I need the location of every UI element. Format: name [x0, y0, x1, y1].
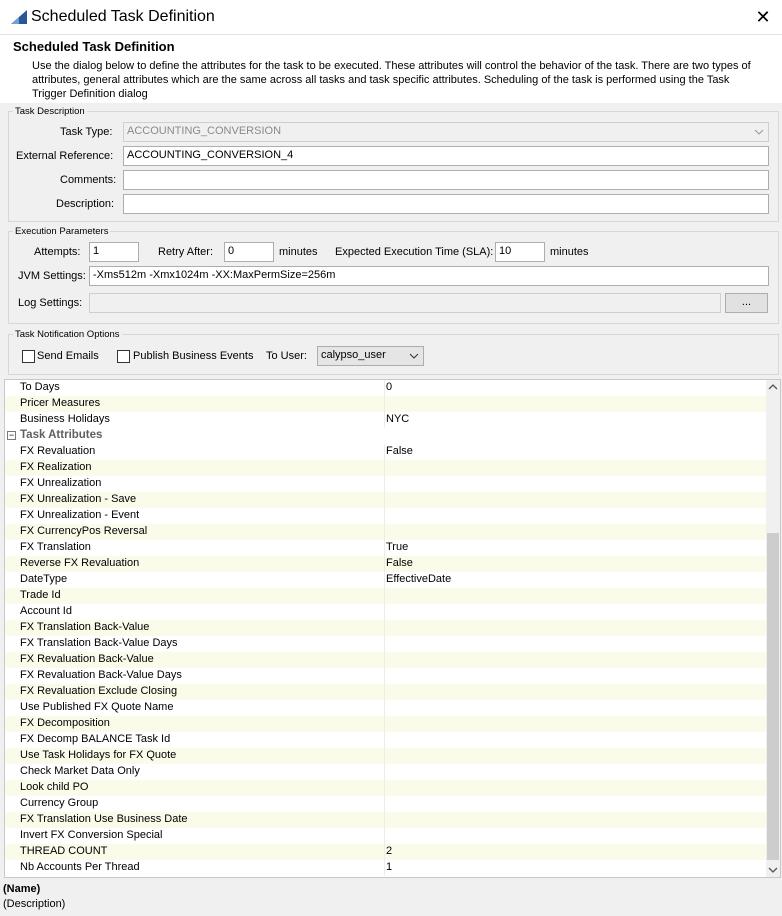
retry-after-input[interactable]: 0 — [224, 242, 274, 262]
property-row[interactable] — [5, 828, 767, 844]
column-divider — [384, 716, 385, 732]
column-divider — [384, 828, 385, 844]
retry-after-label: Retry After: — [158, 246, 214, 258]
description-input[interactable] — [123, 194, 769, 214]
property-name-cell: FX Revaluation Back-Value Days — [20, 669, 182, 681]
property-row[interactable] — [5, 764, 767, 780]
property-row[interactable] — [5, 444, 767, 460]
log-settings-input[interactable] — [89, 293, 721, 313]
column-divider — [384, 588, 385, 604]
column-divider — [384, 732, 385, 748]
property-name-cell: FX Translation Use Business Date — [20, 813, 188, 825]
execution-parameters-legend: Execution Parameters — [15, 226, 109, 237]
property-row[interactable] — [5, 620, 767, 636]
attempts-label: Attempts: — [34, 246, 81, 258]
column-divider — [384, 412, 385, 428]
jvm-settings-label: JVM Settings: — [18, 270, 86, 282]
column-divider — [384, 524, 385, 540]
external-reference-input[interactable]: ACCOUNTING_CONVERSION_4 — [123, 146, 769, 166]
property-row[interactable] — [5, 460, 767, 476]
column-divider — [384, 860, 385, 876]
property-name-cell: Pricer Measures — [20, 397, 101, 409]
property-row[interactable] — [5, 700, 767, 716]
task-notification-legend: Task Notification Options — [15, 329, 120, 340]
property-name-cell: Reverse FX Revaluation — [20, 557, 140, 569]
property-row[interactable] — [5, 556, 767, 572]
collapse-icon[interactable]: − — [8, 430, 15, 440]
property-name-cell: FX Revaluation — [20, 445, 96, 457]
property-name-cell: FX Decomp BALANCE Task Id — [20, 733, 171, 745]
scroll-down-icon[interactable] — [768, 865, 778, 875]
property-row[interactable] — [5, 492, 767, 508]
property-name-cell: FX Translation Back-Value Days — [20, 637, 178, 649]
send-emails-label: Send Emails — [37, 350, 99, 362]
property-row[interactable] — [5, 476, 767, 492]
column-divider — [384, 684, 385, 700]
column-divider — [384, 748, 385, 764]
column-divider — [384, 556, 385, 572]
property-value-cell[interactable]: True — [386, 541, 409, 553]
property-name-cell: THREAD COUNT — [20, 845, 108, 857]
property-row[interactable] — [5, 716, 767, 732]
property-name-cell: FX Unrealization - Save — [20, 493, 137, 505]
column-divider — [384, 780, 385, 796]
column-divider — [384, 508, 385, 524]
sla-unit: minutes — [550, 246, 589, 258]
property-row[interactable] — [5, 380, 767, 396]
column-divider — [384, 844, 385, 860]
chevron-down-icon — [409, 351, 419, 361]
property-name-cell: Account Id — [20, 605, 72, 617]
publish-business-events-label: Publish Business Events — [133, 350, 254, 362]
window-title-bar — [0, 0, 782, 35]
log-settings-label: Log Settings: — [18, 297, 83, 309]
property-row[interactable] — [5, 668, 767, 684]
sla-input[interactable]: 10 — [495, 242, 545, 262]
property-name-cell: Check Market Data Only — [20, 765, 140, 777]
property-row[interactable] — [5, 524, 767, 540]
task-type-value: ACCOUNTING_CONVERSION — [127, 125, 282, 137]
dialog-description: Use the dialog below to define the attributes for the task to be executed. These attributes will control the behavior of the task. There are two types of attributes, general attributes which are the same across all tasks and task specific attributes. Scheduling of the task is performed using the Task Trigger Definition dialog — [32, 60, 751, 100]
property-name-cell: To Days — [20, 381, 60, 393]
comments-label: Comments: — [60, 174, 117, 186]
column-divider — [384, 636, 385, 652]
task-attributes-property-grid[interactable] — [4, 379, 781, 878]
property-name-cell: FX Translation Back-Value — [20, 621, 150, 633]
property-name-cell: Look child PO — [20, 781, 89, 793]
column-divider — [384, 700, 385, 716]
property-row[interactable] — [5, 540, 767, 556]
property-name-cell: Invert FX Conversion Special — [20, 829, 163, 841]
property-category-row[interactable] — [5, 428, 767, 444]
property-row[interactable] — [5, 604, 767, 620]
property-value-cell[interactable]: EffectiveDate — [386, 573, 452, 585]
property-name-cell: FX Translation — [20, 541, 91, 553]
dialog-heading: Scheduled Task Definition — [13, 39, 175, 54]
publish-business-events-checkbox[interactable] — [117, 350, 130, 363]
column-divider — [384, 540, 385, 556]
column-divider — [384, 652, 385, 668]
scrollbar-thumb[interactable] — [767, 533, 779, 860]
description-label: Description: — [56, 198, 115, 210]
property-row[interactable] — [5, 508, 767, 524]
property-grid-scrollbar[interactable] — [766, 380, 780, 877]
task-type-select[interactable] — [123, 122, 769, 142]
property-value-cell[interactable]: False — [386, 557, 413, 569]
property-row[interactable] — [5, 636, 767, 652]
column-divider — [384, 396, 385, 412]
property-row[interactable] — [5, 780, 767, 796]
property-name-cell: Use Task Holidays for FX Quote — [20, 749, 177, 761]
retry-after-unit: minutes — [279, 246, 318, 258]
column-divider — [384, 476, 385, 492]
property-row[interactable] — [5, 572, 767, 588]
external-reference-label: External Reference: — [16, 150, 114, 162]
property-name-cell: Task Attributes — [20, 429, 103, 441]
property-row[interactable] — [5, 860, 767, 876]
column-divider — [384, 812, 385, 828]
close-icon[interactable]: ✕ — [755, 7, 771, 27]
column-divider — [384, 604, 385, 620]
property-name-cell: Business Holidays — [20, 413, 110, 425]
property-name: (Name) — [3, 883, 41, 895]
sla-label: Expected Execution Time (SLA): — [335, 246, 494, 258]
property-name-cell: FX Revaluation Back-Value — [20, 653, 154, 665]
property-name-cell: FX Unrealization — [20, 477, 102, 489]
column-divider — [384, 460, 385, 476]
property-value-cell[interactable]: False — [386, 445, 413, 457]
property-name-cell: FX Revaluation Exclude Closing — [20, 685, 178, 697]
property-row[interactable] — [5, 748, 767, 764]
property-row[interactable] — [5, 684, 767, 700]
to-user-label: To User: — [266, 350, 307, 362]
property-row[interactable] — [5, 812, 767, 828]
property-value-cell[interactable]: 0 — [386, 381, 393, 393]
column-divider — [384, 492, 385, 508]
property-row[interactable] — [5, 412, 767, 428]
property-description: (Description) — [3, 898, 66, 910]
property-description-panel — [0, 880, 782, 916]
property-name-cell: DateType — [20, 573, 68, 585]
property-value-cell[interactable]: NYC — [386, 413, 410, 425]
property-name-cell: FX Decomposition — [20, 717, 110, 729]
column-divider — [384, 796, 385, 812]
send-emails-checkbox[interactable] — [22, 350, 35, 363]
attempts-input[interactable]: 1 — [89, 242, 139, 262]
property-name-cell: Currency Group — [20, 797, 99, 809]
column-divider — [384, 572, 385, 588]
window-title: Scheduled Task Definition — [31, 8, 215, 25]
task-description-legend: Task Description — [15, 106, 85, 117]
property-name-cell: Use Published FX Quote Name — [20, 701, 174, 713]
scroll-up-icon[interactable] — [768, 382, 778, 392]
property-value-cell[interactable]: 1 — [386, 861, 393, 873]
app-logo-icon — [10, 9, 28, 25]
property-row[interactable] — [5, 732, 767, 748]
property-name-cell: FX Realization — [20, 461, 92, 473]
jvm-settings-input[interactable]: -Xms512m -Xmx1024m -XX:MaxPermSize=256m — [89, 266, 769, 286]
comments-input[interactable] — [123, 170, 769, 190]
chevron-down-icon — [754, 127, 764, 137]
log-settings-browse-button[interactable]: ... — [725, 293, 768, 313]
column-divider — [384, 620, 385, 636]
dialog-header — [0, 35, 782, 103]
property-name-cell: FX CurrencyPos Reversal — [20, 525, 148, 537]
to-user-value: calypso_user — [321, 349, 386, 361]
column-divider — [384, 668, 385, 684]
property-row[interactable] — [5, 844, 767, 860]
property-row[interactable] — [5, 396, 767, 412]
property-name-cell: Trade Id — [20, 589, 61, 601]
column-divider — [384, 380, 385, 396]
property-row[interactable] — [5, 588, 767, 604]
column-divider — [384, 444, 385, 460]
property-row[interactable] — [5, 652, 767, 668]
property-row[interactable] — [5, 796, 767, 812]
to-user-select[interactable] — [317, 346, 424, 366]
property-value-cell[interactable]: 2 — [386, 845, 393, 857]
column-divider — [384, 764, 385, 780]
task-type-label: Task Type: — [60, 126, 113, 138]
property-name-cell: FX Unrealization - Event — [20, 509, 140, 521]
property-name-cell: Nb Accounts Per Thread — [20, 861, 140, 873]
